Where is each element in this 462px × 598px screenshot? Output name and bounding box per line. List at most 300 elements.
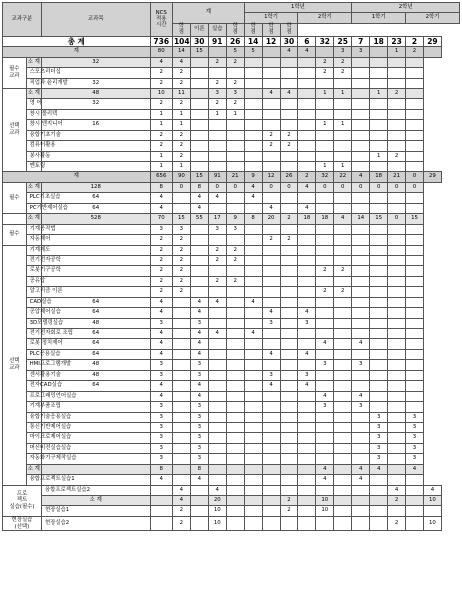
cell-value: 2 — [226, 245, 244, 255]
cell-value — [352, 496, 370, 506]
header-total: 계 — [172, 3, 244, 24]
table-row — [3, 318, 460, 328]
subject-name: 현장실습2 — [41, 516, 150, 531]
cell-value: 4 — [172, 496, 190, 506]
cell-value — [406, 506, 424, 516]
cell-value: 2 — [226, 78, 244, 88]
cell-value — [172, 412, 190, 422]
cell-value: 3 — [150, 402, 172, 412]
cell-value — [370, 297, 388, 307]
cell-value — [244, 235, 262, 245]
cell-value — [244, 485, 262, 495]
cell-value — [208, 422, 226, 432]
cell-value: 3 — [406, 433, 424, 443]
cell-value — [334, 99, 352, 109]
cell-value — [370, 276, 388, 286]
cell-value — [262, 99, 280, 109]
cell-value — [388, 57, 406, 67]
cell-value: 3 — [190, 370, 208, 380]
cell-value — [352, 454, 370, 464]
cell-value: 4 — [298, 349, 316, 359]
cell-value — [244, 464, 262, 474]
cell-value: 4 — [150, 329, 172, 339]
cell-value: 2 — [262, 235, 280, 245]
cell-value — [244, 78, 262, 88]
cell-value — [190, 506, 208, 516]
cell-value — [280, 224, 298, 234]
cell-value: 4 — [190, 391, 208, 401]
cell-value: 3 — [208, 224, 226, 234]
cell-value — [388, 193, 406, 203]
cell-value: 18 — [370, 172, 388, 182]
cell-value — [334, 433, 352, 443]
cell-value: 16 — [41, 120, 150, 130]
cell-value — [41, 162, 150, 172]
cell-value: 4 — [244, 329, 262, 339]
cell-value — [172, 422, 190, 432]
cell-value: 4 — [190, 203, 208, 213]
subject-name: 자동화기구제작실습 — [26, 454, 41, 464]
cell-value: 4 — [190, 329, 208, 339]
row-total — [3, 36, 460, 46]
cell-value: 0 — [334, 182, 352, 192]
cell-value: 3 — [406, 422, 424, 432]
cell-value — [262, 454, 280, 464]
cell-value: 2 — [226, 57, 244, 67]
cell-value — [388, 78, 406, 88]
cell-value: 3 — [406, 412, 424, 422]
cell-value — [406, 402, 424, 412]
cell-value — [352, 443, 370, 453]
cell-value — [190, 276, 208, 286]
cell-value — [334, 370, 352, 380]
cell-value — [370, 141, 388, 151]
cell-value — [244, 141, 262, 151]
cell-value — [406, 120, 424, 130]
row-l1 — [3, 47, 460, 57]
cell-value: 0 — [406, 182, 424, 192]
cell-value — [334, 141, 352, 151]
table-row — [3, 276, 460, 286]
cell-value — [244, 412, 262, 422]
cell-value: 0 — [226, 182, 244, 192]
curriculum-table-wrapper — [2, 2, 460, 531]
cell-value: 4 — [150, 203, 172, 213]
cell-value — [316, 308, 334, 318]
cell-value: 2 — [406, 36, 424, 46]
cell-value — [388, 235, 406, 245]
cell-value — [226, 381, 244, 391]
cell-value — [244, 245, 262, 255]
cell-value — [280, 276, 298, 286]
cell-value: 20 — [262, 214, 280, 224]
cell-value — [190, 68, 208, 78]
cell-value — [298, 224, 316, 234]
cell-value — [352, 255, 370, 265]
cell-value — [262, 276, 280, 286]
cell-value: 2 — [406, 47, 424, 57]
subtotal-label: 소 계 — [26, 57, 41, 67]
cell-value: 2 — [208, 276, 226, 286]
cell-value — [172, 193, 190, 203]
cell-value — [370, 516, 388, 531]
cell-value — [352, 370, 370, 380]
cell-value — [208, 391, 226, 401]
cell-value — [370, 255, 388, 265]
cell-value: 8 — [190, 182, 208, 192]
cell-value: 4 — [316, 475, 334, 485]
cell-value: 4 — [280, 47, 298, 57]
table-row — [3, 402, 460, 412]
cell-value — [334, 297, 352, 307]
cell-value — [298, 475, 316, 485]
cell-value — [423, 506, 441, 516]
cell-value — [244, 151, 262, 161]
cell-value — [370, 349, 388, 359]
cell-value: 4 — [172, 485, 190, 495]
cell-value: 0 — [406, 172, 424, 182]
cell-value: 2 — [226, 255, 244, 265]
cell-value: 4 — [244, 297, 262, 307]
group-field: 현장실습 (선택) — [3, 516, 42, 531]
cell-value — [244, 433, 262, 443]
cell-value: 64 — [41, 203, 150, 213]
cell-value — [262, 329, 280, 339]
cell-value — [280, 120, 298, 130]
cell-value — [244, 318, 262, 328]
cell-value — [226, 443, 244, 453]
cell-value — [280, 422, 298, 432]
cell-value — [316, 349, 334, 359]
subject-name: 알고리즘 이론 — [26, 287, 41, 297]
cell-value: 30 — [280, 36, 298, 46]
cell-value — [280, 245, 298, 255]
header-credit: 학 점 — [280, 23, 298, 36]
cell-value — [388, 443, 406, 453]
cell-value — [226, 141, 244, 151]
cell-value — [334, 485, 352, 495]
cell-value: 1 — [334, 162, 352, 172]
cell-value: 3 — [298, 318, 316, 328]
cell-value: 4 — [298, 182, 316, 192]
cell-value — [150, 506, 172, 516]
cell-value: 2 — [172, 99, 190, 109]
cell-value — [298, 120, 316, 130]
cell-value — [262, 506, 280, 516]
table-row — [3, 297, 460, 307]
header-credit: 학 점 — [226, 23, 244, 36]
cell-value: 11 — [172, 88, 190, 98]
cell-value — [406, 224, 424, 234]
subject-name: 융합기초기술 — [26, 130, 41, 140]
cell-value: 29 — [423, 36, 441, 46]
cell-value: 10 — [423, 516, 441, 531]
cell-value — [406, 391, 424, 401]
cell-value: 1 — [172, 109, 190, 119]
header-category: 교과구분 — [3, 3, 42, 37]
cell-value — [172, 454, 190, 464]
cell-value — [262, 266, 280, 276]
cell-value — [388, 276, 406, 286]
subject-name: 머신비전실습실습 — [26, 443, 41, 453]
cell-value: 2 — [280, 496, 298, 506]
cell-value — [208, 235, 226, 245]
cell-value: 2 — [172, 276, 190, 286]
cell-value — [190, 485, 208, 495]
cell-value: 22 — [334, 172, 352, 182]
cell-value: 4 — [150, 381, 172, 391]
subject-name: 기계제도 — [26, 245, 41, 255]
cell-value — [316, 454, 334, 464]
cell-value: 2 — [226, 99, 244, 109]
cell-value — [406, 381, 424, 391]
cell-value — [262, 485, 280, 495]
cell-value — [208, 370, 226, 380]
cell-value — [262, 287, 280, 297]
cell-value — [208, 120, 226, 130]
table-row — [3, 485, 460, 495]
cell-value: 3 — [298, 370, 316, 380]
cell-value: 4 — [150, 339, 172, 349]
cell-value: 0 — [262, 182, 280, 192]
cell-value — [370, 235, 388, 245]
subtotal-label: 소 계 — [26, 182, 41, 192]
cell-value — [316, 224, 334, 234]
cell-value — [280, 193, 298, 203]
cell-value: 91 — [208, 172, 226, 182]
cell-value: 21 — [226, 172, 244, 182]
cell-value — [208, 360, 226, 370]
cell-value — [316, 78, 334, 88]
subject-name: 통신기반제어실습 — [26, 422, 41, 432]
subject-name: 융합프로젝트실습2 — [41, 485, 150, 495]
subject-name: 마이크로제어실습 — [26, 433, 41, 443]
cell-value — [244, 370, 262, 380]
cell-value — [208, 349, 226, 359]
cell-value — [388, 475, 406, 485]
cell-value — [406, 68, 424, 78]
cell-value — [226, 391, 244, 401]
cell-value — [388, 266, 406, 276]
cell-value — [262, 109, 280, 119]
cell-value — [316, 99, 334, 109]
cell-value: 18 — [370, 36, 388, 46]
cell-value: 3 — [190, 454, 208, 464]
cell-value: 2 — [172, 506, 190, 516]
subject-name: 융합기술응용실습 — [26, 412, 41, 422]
cell-value — [280, 255, 298, 265]
table-row — [3, 224, 460, 234]
cell-value: 4 — [190, 381, 208, 391]
cell-value — [316, 329, 334, 339]
cell-value — [280, 151, 298, 161]
cell-value: 25 — [334, 36, 352, 46]
cell-value — [352, 433, 370, 443]
cell-value — [352, 224, 370, 234]
cell-value — [244, 496, 262, 506]
cell-value: 2 — [280, 214, 298, 224]
table-row — [3, 360, 460, 370]
cell-value — [388, 99, 406, 109]
cell-value: 18 — [298, 214, 316, 224]
cell-value — [208, 433, 226, 443]
cell-value: 3 — [370, 433, 388, 443]
cell-value — [406, 130, 424, 140]
subject-name: 컴퓨터활용 — [26, 141, 41, 151]
cell-value — [226, 151, 244, 161]
cell-value: 15 — [190, 172, 208, 182]
cell-value — [244, 381, 262, 391]
cell-value — [406, 151, 424, 161]
cell-value — [244, 276, 262, 286]
cell-value: 23 — [388, 36, 406, 46]
row-l1 — [3, 172, 460, 182]
cell-value: 4 — [352, 391, 370, 401]
cell-value — [244, 287, 262, 297]
cell-value: 4 — [334, 214, 352, 224]
cell-value — [298, 255, 316, 265]
cell-value — [334, 506, 352, 516]
cell-value — [244, 120, 262, 130]
cell-value: 9 — [226, 214, 244, 224]
cell-value — [334, 360, 352, 370]
cell-value — [316, 203, 334, 213]
cell-value: 1 — [150, 120, 172, 130]
cell-value — [190, 255, 208, 265]
cell-value — [334, 381, 352, 391]
table-row — [3, 266, 460, 276]
cell-value: 3 — [190, 402, 208, 412]
cell-value — [298, 454, 316, 464]
cell-value: 1 — [370, 151, 388, 161]
cell-value: 1 — [172, 162, 190, 172]
cell-value — [280, 329, 298, 339]
cell-value — [298, 266, 316, 276]
cell-value — [334, 443, 352, 453]
cell-value — [244, 475, 262, 485]
cell-value: 2 — [316, 57, 334, 67]
cell-value: 2 — [172, 78, 190, 88]
cell-value — [406, 99, 424, 109]
cell-value — [406, 245, 424, 255]
cell-value — [316, 318, 334, 328]
subject-name: 봉사활동 — [26, 151, 41, 161]
cell-value: 4 — [262, 308, 280, 318]
cell-value — [334, 224, 352, 234]
cell-value — [190, 516, 208, 531]
cell-value: 4 — [190, 339, 208, 349]
cell-value — [172, 203, 190, 213]
subject-name: CAD실습 — [26, 297, 41, 307]
cell-value — [352, 349, 370, 359]
cell-value — [334, 78, 352, 88]
cell-value — [172, 381, 190, 391]
subject-name: 현장실습1 — [41, 506, 150, 516]
cell-value — [352, 120, 370, 130]
group-major-elective: 선택 교과 — [3, 245, 27, 485]
header-practice: 실습 — [208, 23, 226, 36]
cell-value: 2 — [172, 516, 190, 531]
cell-value — [280, 318, 298, 328]
cell-value — [352, 318, 370, 328]
cell-value — [280, 485, 298, 495]
cell-value: 1 — [316, 120, 334, 130]
cell-value — [262, 402, 280, 412]
cell-value: 0 — [208, 182, 226, 192]
cell-value — [298, 57, 316, 67]
cell-value — [298, 485, 316, 495]
cell-value — [352, 203, 370, 213]
subject-name: HMI프로그램개발 — [26, 360, 41, 370]
table-row — [3, 203, 460, 213]
cell-value: 8 — [190, 464, 208, 474]
cell-value — [172, 329, 190, 339]
header-year2: 2학년 — [352, 3, 460, 13]
cell-value: 2 — [172, 151, 190, 161]
cell-value — [352, 245, 370, 255]
cell-value — [226, 203, 244, 213]
table-row — [3, 454, 460, 464]
cell-value: 32 — [41, 99, 150, 109]
cell-value: 48 — [41, 88, 150, 98]
cell-value — [190, 99, 208, 109]
cell-value — [352, 68, 370, 78]
cell-value — [334, 318, 352, 328]
header-year1: 1학년 — [244, 3, 352, 13]
group-general-elective: 선택 교과 — [3, 88, 27, 172]
cell-value — [406, 193, 424, 203]
cell-value — [334, 402, 352, 412]
cell-value: 18 — [316, 214, 334, 224]
cell-value: 3 — [370, 454, 388, 464]
cell-value — [388, 203, 406, 213]
cell-value — [150, 496, 172, 506]
subject-name: 공유압 — [26, 276, 41, 286]
cell-value: 4 — [352, 475, 370, 485]
cell-value — [41, 224, 150, 234]
cell-value: 2 — [262, 130, 280, 140]
cell-value — [172, 433, 190, 443]
cell-value — [370, 360, 388, 370]
cell-value: 91 — [208, 36, 226, 46]
cell-value — [316, 130, 334, 140]
table-row — [3, 245, 460, 255]
cell-value — [226, 496, 244, 506]
cell-value — [244, 506, 262, 516]
cell-value: 9 — [244, 172, 262, 182]
cell-value — [226, 475, 244, 485]
subject-name: 영 어 — [26, 99, 41, 109]
cell-value: 2 — [150, 276, 172, 286]
cell-value — [406, 255, 424, 265]
cell-value — [406, 339, 424, 349]
cell-value: 14 — [352, 214, 370, 224]
header-y2-sem1: 1학기 — [352, 13, 406, 23]
cell-value — [298, 162, 316, 172]
cell-value — [388, 287, 406, 297]
subject-name: 센서활용기술 — [26, 370, 41, 380]
cell-value — [334, 308, 352, 318]
cell-value — [172, 349, 190, 359]
cell-value — [388, 360, 406, 370]
group-major-required2: 필수 — [3, 224, 27, 245]
cell-value — [334, 349, 352, 359]
cell-value — [316, 412, 334, 422]
header-y1-sem1: 1학기 — [244, 13, 298, 23]
cell-value — [406, 360, 424, 370]
cell-value — [352, 381, 370, 391]
cell-value — [190, 224, 208, 234]
